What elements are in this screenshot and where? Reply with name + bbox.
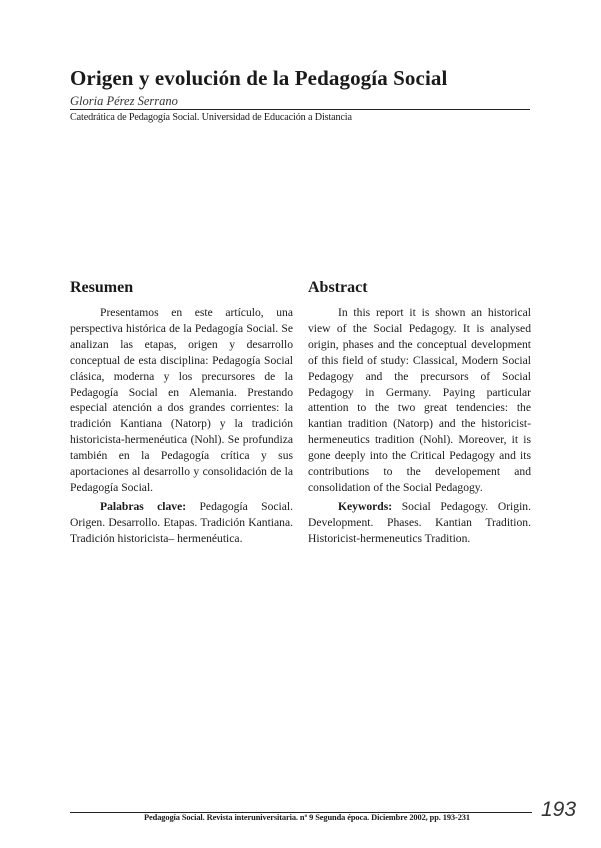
author-name: Gloria Pérez Serrano [70,94,178,108]
footer-citation: Pedagogía Social. Revista interuniversitaria. nº 9 Segunda época. Diciembre 2002, pp. 193-231 [144,813,470,822]
resumen-heading: Resumen [70,279,134,296]
author-affiliation: Catedrática de Pedagogía Social. Universidad de Educación a Distancia [70,112,352,123]
article-title: Origen y evolución de la Pedagogía Social [70,66,448,90]
header-divider [70,109,530,110]
resumen-keywords-text: Pedagogía Social. Origen. Desarrollo. Etapas. Tradición Kantiana. Tradición historicista– hermenéutica. [70,499,294,545]
resumen-keywords [70,499,293,547]
abstract-keywords-label: Keywords: [338,499,393,513]
resumen-keywords-label: Palabras clave: [100,499,187,513]
abstract-heading: Abstract [308,279,368,296]
page-number: 193 [541,798,577,821]
abstract-section [308,278,531,547]
abstract-keywords-text: Social Pedagogy. Origin. Development. Phases. Kantian Tradition. Historicist-hermeneutics Tradition. [308,499,531,545]
resumen-body: Presentamos en este artículo, una perspectiva histórica de la Pedagogía Social. Se analizan las etapas, origen y desarrollo conceptual de esta disciplina: Pedagogía Social clásica, moderna y los precursores de la Pedagogía Social en Alemania. Prestando especial atención a dos grandes corrientes: la tradición Kantiana (Natorp) y la tradición historicista-hermenéutica (Nohl). Se profundiza también en la Pedagogía crítica y sus aportaciones al desarrollo y consolidación de la Pedagogía Social. [70,306,293,494]
resumen-section [70,278,293,547]
abstract-body: In this report it is shown an historical view of the Social Pedagogy. It is analysed origin, phases and the conceptual development of this field of study: Classical, Modern Social Pedagogy and the precursors of Social Pedagogy in Germany. Paying particular attention to the two great tendencies: the kantian tradition (Natorp) and the historicist-hermeneutics tradition (Nohl). Moreover, it is gone deeply into the Critical Pedagogy and its contributions to the developement and consolidation of the Social Pedagogy. [308,306,531,494]
abstract-keywords [308,499,531,547]
